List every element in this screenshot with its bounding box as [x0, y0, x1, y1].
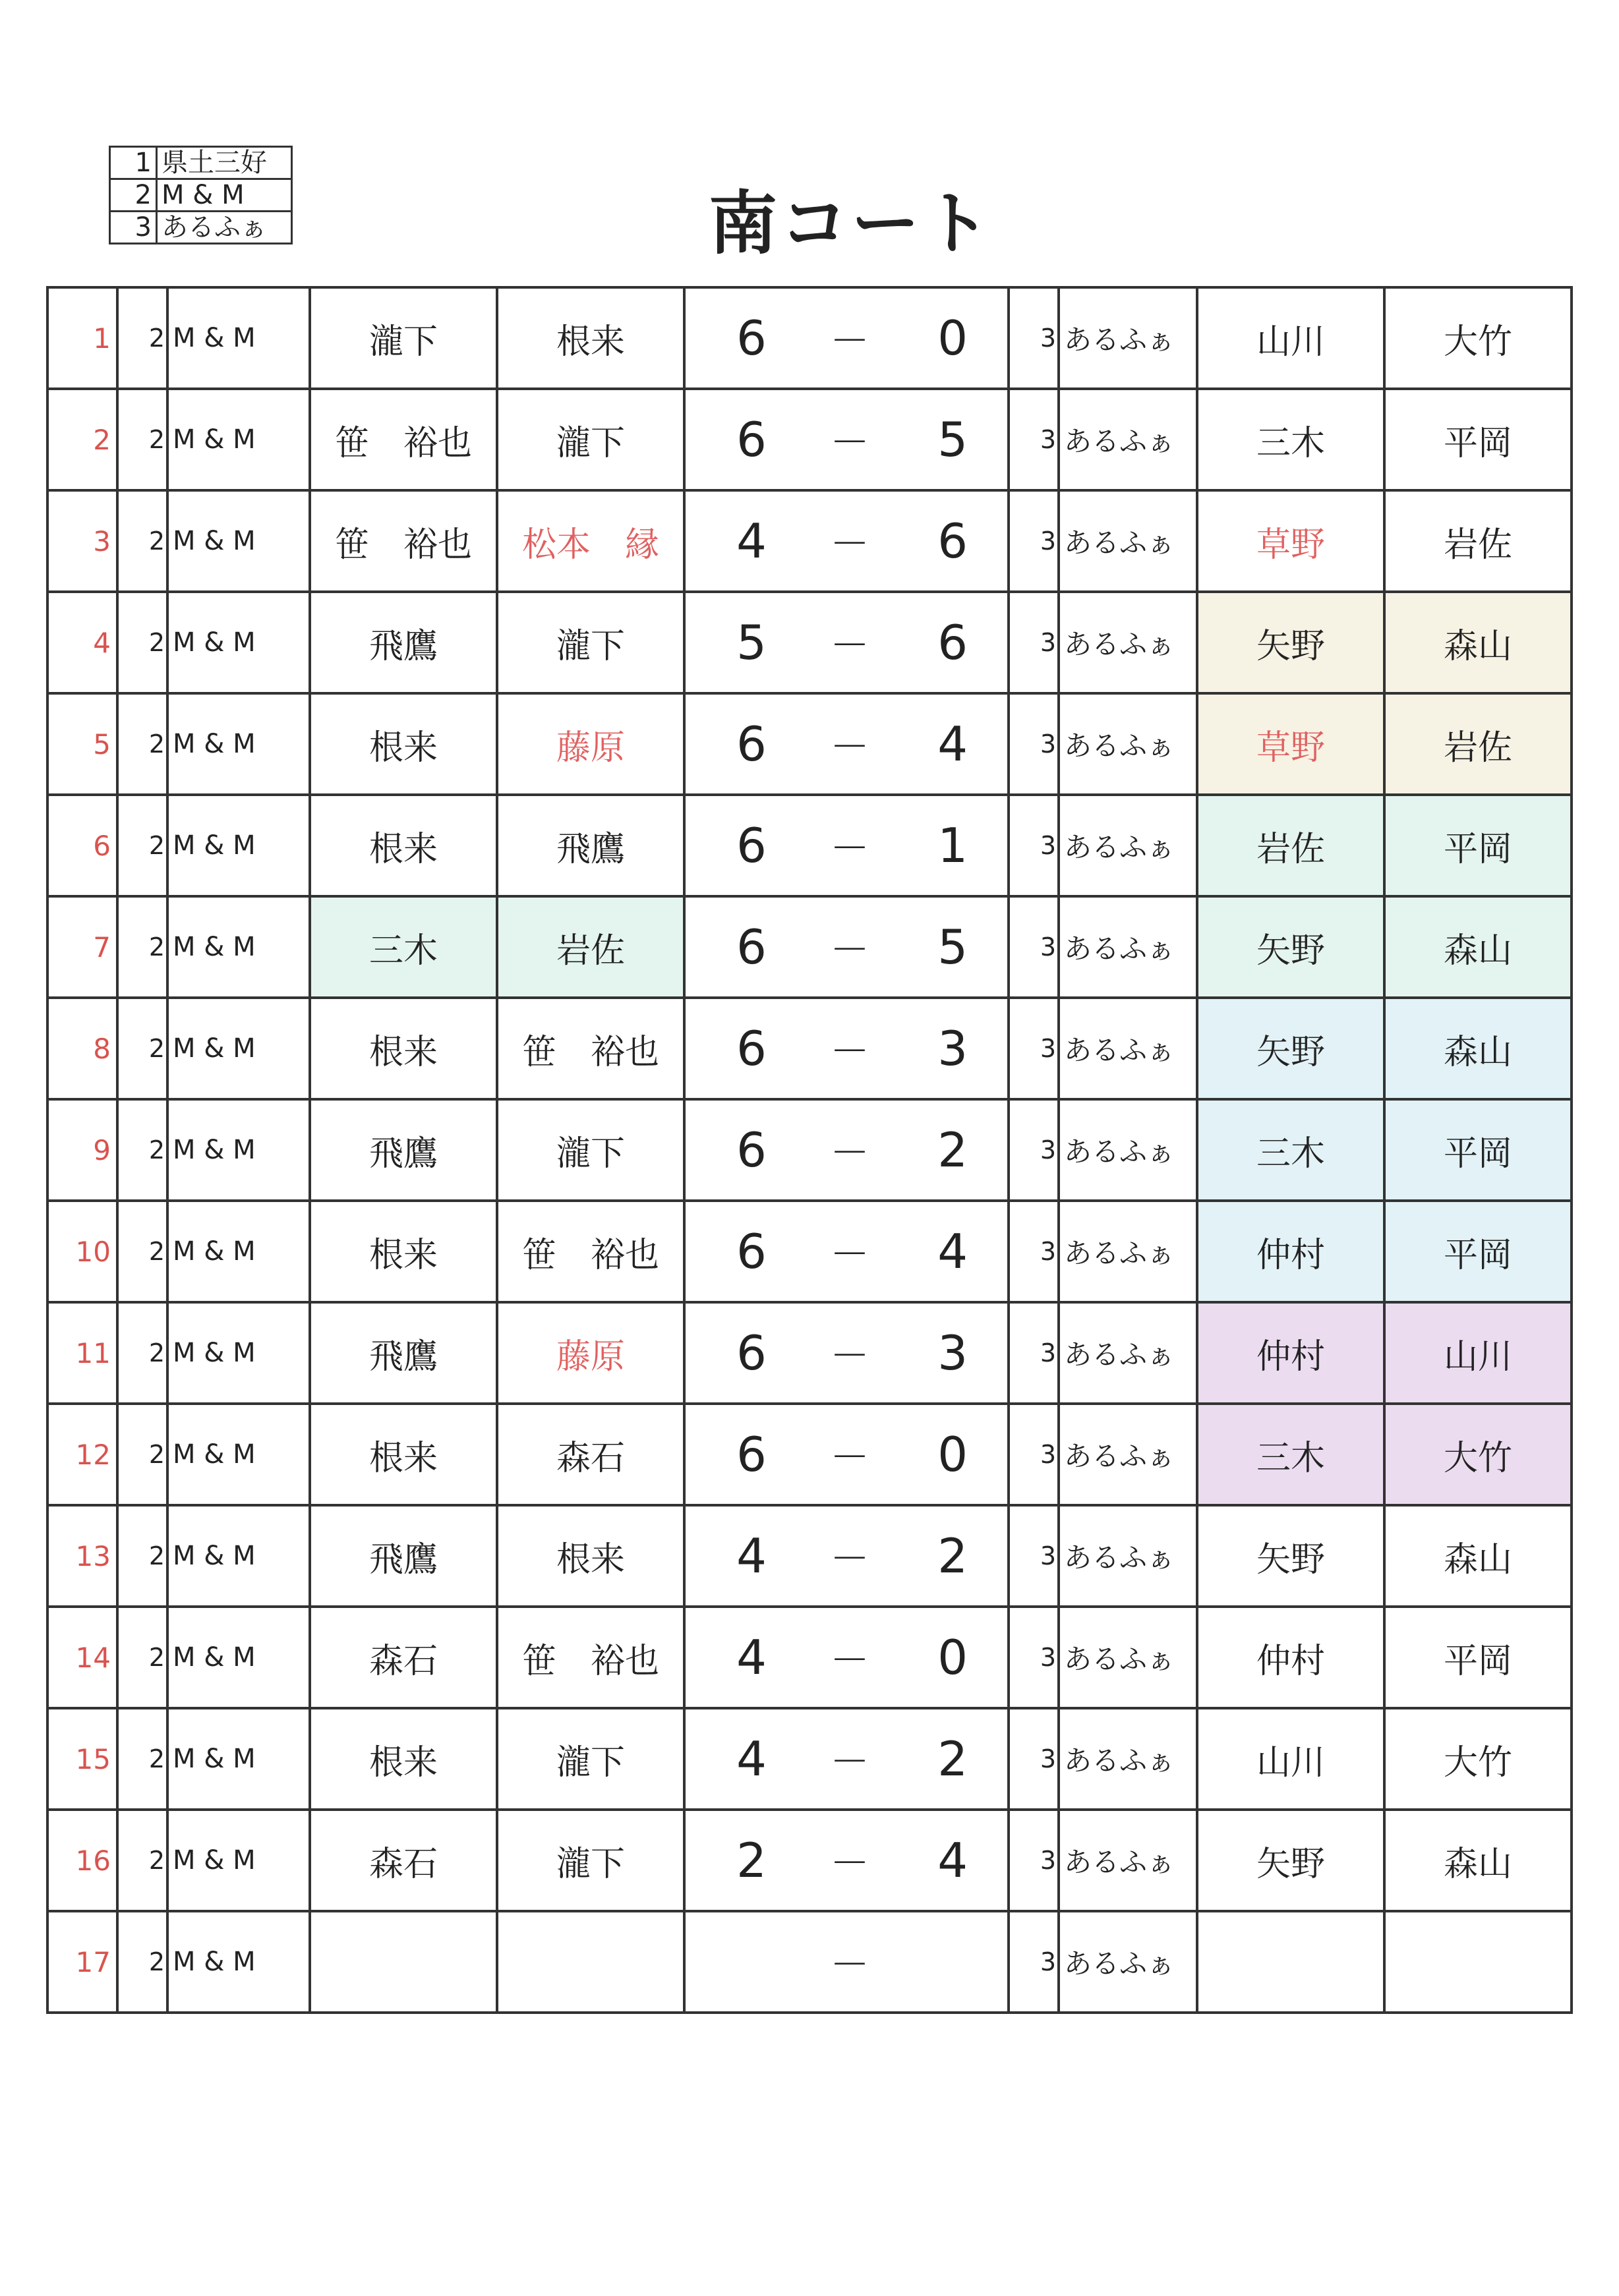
right-team-name: あるふぁ [1059, 1404, 1197, 1505]
score [686, 310, 1007, 366]
score-cell [684, 592, 1009, 693]
right-player-2: 山川 [1384, 1302, 1572, 1404]
left-team-name: M & M [167, 1302, 310, 1404]
right-team-name: あるふぁ [1059, 1810, 1197, 1911]
legend-num: 3 [110, 212, 157, 244]
score-dash: － [830, 1739, 869, 1785]
left-team-number: 2 [117, 1201, 167, 1302]
left-player-1: 根来 [310, 1708, 497, 1810]
right-team-number: 3 [1009, 287, 1059, 389]
score [686, 1832, 1007, 1889]
match-number: 12 [47, 1404, 117, 1505]
right-player-2: 平岡 [1384, 1201, 1572, 1302]
right-team-number: 3 [1009, 389, 1059, 490]
left-player-1: 根来 [310, 1404, 497, 1505]
right-team-number: 3 [1009, 1708, 1059, 1810]
score [686, 1426, 1007, 1483]
match-row [47, 998, 1572, 1099]
right-player-2: 平岡 [1384, 795, 1572, 896]
right-player-2: 森山 [1384, 896, 1572, 998]
score [686, 1223, 1007, 1280]
right-player-2: 平岡 [1384, 1607, 1572, 1708]
left-player-2 [497, 1911, 684, 2013]
score [686, 513, 1007, 569]
match-number: 8 [47, 998, 117, 1099]
right-team-number: 3 [1009, 490, 1059, 592]
score [686, 1122, 1007, 1178]
right-player-2: 森山 [1384, 1810, 1572, 1911]
left-team-number: 2 [117, 1607, 167, 1708]
left-player-2: 笹 裕也 [497, 1201, 684, 1302]
match-row [47, 1505, 1572, 1607]
match-number: 16 [47, 1810, 117, 1911]
left-team-number: 2 [117, 1810, 167, 1911]
right-player-1: 岩佐 [1197, 795, 1384, 896]
legend-num: 1 [110, 147, 157, 179]
match-row [47, 1404, 1572, 1505]
left-player-1: 森石 [310, 1607, 497, 1708]
score-cell [684, 795, 1009, 896]
left-player-2: 藤原 [497, 1302, 684, 1404]
right-player-2: 岩佐 [1384, 490, 1572, 592]
left-team-number: 2 [117, 287, 167, 389]
score-cell [684, 896, 1009, 998]
score-cell [684, 389, 1009, 490]
score-left: 6 [736, 1427, 767, 1482]
right-team-name: あるふぁ [1059, 795, 1197, 896]
match-number: 15 [47, 1708, 117, 1810]
score-right: 2 [937, 1528, 968, 1584]
score-cell [684, 490, 1009, 592]
score-cell [684, 693, 1009, 795]
left-team-name: M & M [167, 1708, 310, 1810]
right-team-number: 3 [1009, 1201, 1059, 1302]
score-left: 4 [736, 1630, 767, 1685]
score-left: 6 [736, 919, 767, 975]
left-team-name: M & M [167, 592, 310, 693]
left-player-1: 根来 [310, 998, 497, 1099]
left-team-number: 2 [117, 1302, 167, 1404]
match-number: 6 [47, 795, 117, 896]
right-team-name: あるふぁ [1059, 1911, 1197, 2013]
score-right: 3 [937, 1325, 968, 1381]
left-team-number: 2 [117, 1099, 167, 1201]
right-player-1: 仲村 [1197, 1302, 1384, 1404]
left-team-number: 2 [117, 389, 167, 490]
right-team-name: あるふぁ [1059, 1505, 1197, 1607]
left-team-name: M & M [167, 896, 310, 998]
right-player-2: 岩佐 [1384, 693, 1572, 795]
right-team-name: あるふぁ [1059, 1607, 1197, 1708]
right-team-name: あるふぁ [1059, 490, 1197, 592]
right-team-number: 3 [1009, 1607, 1059, 1708]
score-cell [684, 287, 1009, 389]
right-team-name: あるふぁ [1059, 389, 1197, 490]
right-team-number: 3 [1009, 1099, 1059, 1201]
right-player-1 [1197, 1911, 1384, 2013]
match-number: 9 [47, 1099, 117, 1201]
score-left: 4 [736, 513, 767, 569]
score-cell [684, 1404, 1009, 1505]
score-cell [684, 1201, 1009, 1302]
left-player-2: 藤原 [497, 693, 684, 795]
right-player-1: 三木 [1197, 1099, 1384, 1201]
score [686, 716, 1007, 772]
right-team-name: あるふぁ [1059, 693, 1197, 795]
right-player-1: 三木 [1197, 389, 1384, 490]
score-cell [684, 1607, 1009, 1708]
match-row [47, 1302, 1572, 1404]
right-player-1: 矢野 [1197, 592, 1384, 693]
right-team-name: あるふぁ [1059, 1302, 1197, 1404]
score-right: 5 [937, 412, 968, 467]
right-player-2: 森山 [1384, 592, 1572, 693]
score-dash: － [830, 1435, 869, 1481]
right-player-2: 大竹 [1384, 1708, 1572, 1810]
left-team-name: M & M [167, 1911, 310, 2013]
right-player-1: 草野 [1197, 490, 1384, 592]
score [686, 411, 1007, 468]
right-player-2: 平岡 [1384, 389, 1572, 490]
legend-num: 2 [110, 179, 157, 212]
right-team-number: 3 [1009, 998, 1059, 1099]
score-left: 5 [736, 615, 767, 670]
score-right: 4 [937, 716, 968, 772]
right-player-1: 矢野 [1197, 896, 1384, 998]
match-row [47, 1810, 1572, 1911]
left-player-1: 飛鷹 [310, 1505, 497, 1607]
match-row [47, 592, 1572, 693]
match-number: 1 [47, 287, 117, 389]
score-right: 5 [937, 919, 968, 975]
score-cell [684, 1505, 1009, 1607]
left-player-1: 飛鷹 [310, 1099, 497, 1201]
match-number: 7 [47, 896, 117, 998]
left-team-name: M & M [167, 1404, 310, 1505]
match-row [47, 389, 1572, 490]
right-team-number: 3 [1009, 795, 1059, 896]
match-row [47, 795, 1572, 896]
score-dash: － [830, 1536, 869, 1582]
score-left: 6 [736, 1021, 767, 1076]
legend-team-name: あるふぁ [157, 212, 292, 244]
score [686, 1020, 1007, 1077]
left-player-2: 笹 裕也 [497, 1607, 684, 1708]
left-team-number: 2 [117, 1404, 167, 1505]
left-player-1: 根来 [310, 795, 497, 896]
match-row [47, 1607, 1572, 1708]
match-row [47, 693, 1572, 795]
legend-team-name: M & M [157, 179, 292, 212]
left-team-name: M & M [167, 389, 310, 490]
left-team-name: M & M [167, 1607, 310, 1708]
match-row [47, 1201, 1572, 1302]
left-team-name: M & M [167, 998, 310, 1099]
left-player-2: 瀧下 [497, 1708, 684, 1810]
legend-row [110, 212, 292, 244]
left-player-2: 瀧下 [497, 389, 684, 490]
score [686, 919, 1007, 975]
score-cell [684, 1708, 1009, 1810]
score-dash: － [830, 724, 869, 770]
right-team-name: あるふぁ [1059, 998, 1197, 1099]
left-player-2: 根来 [497, 287, 684, 389]
left-team-number: 2 [117, 795, 167, 896]
right-player-2: 森山 [1384, 998, 1572, 1099]
right-team-number: 3 [1009, 1505, 1059, 1607]
score-left: 6 [736, 716, 767, 772]
left-player-1: 飛鷹 [310, 592, 497, 693]
left-player-2: 瀧下 [497, 592, 684, 693]
legend-row [110, 147, 292, 179]
left-team-name: M & M [167, 490, 310, 592]
match-number: 11 [47, 1302, 117, 1404]
left-player-2: 飛鷹 [497, 795, 684, 896]
score-right: 6 [937, 615, 968, 670]
right-player-1: 草野 [1197, 693, 1384, 795]
left-team-name: M & M [167, 693, 310, 795]
match-number: 14 [47, 1607, 117, 1708]
score-right: 0 [937, 310, 968, 366]
right-team-number: 3 [1009, 1302, 1059, 1404]
score-right: 2 [937, 1122, 968, 1178]
score-dash: － [830, 826, 869, 872]
right-player-1: 仲村 [1197, 1201, 1384, 1302]
left-player-2: 松本 縁 [497, 490, 684, 592]
score-cell [684, 1810, 1009, 1911]
right-player-1: 矢野 [1197, 1810, 1384, 1911]
score-right: 2 [937, 1731, 968, 1787]
left-player-1: 根来 [310, 1201, 497, 1302]
score-right: 0 [937, 1630, 968, 1685]
score-left: 6 [736, 1325, 767, 1381]
match-number: 3 [47, 490, 117, 592]
score-dash: － [830, 1841, 869, 1887]
score-left: 6 [736, 412, 767, 467]
right-player-1: 矢野 [1197, 1505, 1384, 1607]
left-player-1: 笹 裕也 [310, 389, 497, 490]
left-team-number: 2 [117, 1708, 167, 1810]
score-dash: － [830, 1942, 869, 1988]
score [686, 1325, 1007, 1381]
score-dash: － [830, 623, 869, 669]
match-table [46, 286, 1573, 2014]
match-number: 5 [47, 693, 117, 795]
right-player-2: 平岡 [1384, 1099, 1572, 1201]
right-team-name: あるふぁ [1059, 1708, 1197, 1810]
left-player-1: 三木 [310, 896, 497, 998]
right-team-name: あるふぁ [1059, 1099, 1197, 1201]
score-dash: － [830, 521, 869, 567]
score-cell [684, 1302, 1009, 1404]
score-right: 4 [937, 1833, 968, 1888]
left-player-1: 根来 [310, 693, 497, 795]
score [686, 1934, 1007, 1990]
right-player-2 [1384, 1911, 1572, 2013]
left-team-name: M & M [167, 1505, 310, 1607]
legend-row [110, 179, 292, 212]
score-left: 6 [736, 1224, 767, 1279]
score-left: 4 [736, 1731, 767, 1787]
left-player-2: 森石 [497, 1404, 684, 1505]
left-player-2: 瀧下 [497, 1099, 684, 1201]
score-dash: － [830, 1232, 869, 1278]
score-cell [684, 1911, 1009, 2013]
right-player-1: 山川 [1197, 287, 1384, 389]
left-team-name: M & M [167, 1810, 310, 1911]
score-left: 6 [736, 310, 767, 366]
score-dash: － [830, 927, 869, 973]
score-right: 4 [937, 1224, 968, 1279]
right-team-number: 3 [1009, 693, 1059, 795]
match-row [47, 1099, 1572, 1201]
score-right: 0 [937, 1427, 968, 1482]
score [686, 817, 1007, 874]
match-number: 4 [47, 592, 117, 693]
team-legend [109, 146, 293, 244]
score [686, 1731, 1007, 1787]
right-team-number: 3 [1009, 592, 1059, 693]
match-number: 13 [47, 1505, 117, 1607]
score-left: 2 [736, 1833, 767, 1888]
left-team-name: M & M [167, 287, 310, 389]
score-left: 4 [736, 1528, 767, 1584]
match-number: 2 [47, 389, 117, 490]
left-player-1: 森石 [310, 1810, 497, 1911]
score-cell [684, 998, 1009, 1099]
right-player-1: 三木 [1197, 1404, 1384, 1505]
score [686, 614, 1007, 671]
score-right: 1 [937, 818, 968, 873]
left-team-name: M & M [167, 795, 310, 896]
score-dash: － [830, 1130, 869, 1176]
legend-team-name: 県土三好 [157, 147, 292, 179]
score-dash: － [830, 318, 869, 364]
left-team-number: 2 [117, 896, 167, 998]
score-left: 6 [736, 1122, 767, 1178]
right-team-number: 3 [1009, 1404, 1059, 1505]
page-title: 南コート [709, 183, 994, 264]
score [686, 1629, 1007, 1686]
left-player-2: 瀧下 [497, 1810, 684, 1911]
score-left: 6 [736, 818, 767, 873]
score-dash: － [830, 420, 869, 466]
left-team-number: 2 [117, 998, 167, 1099]
left-team-number: 2 [117, 1911, 167, 2013]
right-team-name: あるふぁ [1059, 896, 1197, 998]
right-team-name: あるふぁ [1059, 1201, 1197, 1302]
score-dash: － [830, 1333, 869, 1379]
match-row [47, 896, 1572, 998]
left-team-number: 2 [117, 1505, 167, 1607]
right-team-number: 3 [1009, 896, 1059, 998]
right-team-number: 3 [1009, 1911, 1059, 2013]
left-player-2: 根来 [497, 1505, 684, 1607]
score [686, 1528, 1007, 1584]
match-row [47, 490, 1572, 592]
left-player-1: 笹 裕也 [310, 490, 497, 592]
right-player-1: 仲村 [1197, 1607, 1384, 1708]
right-team-number: 3 [1009, 1810, 1059, 1911]
left-team-number: 2 [117, 592, 167, 693]
score-right: 6 [937, 513, 968, 569]
left-team-number: 2 [117, 693, 167, 795]
score-dash: － [830, 1638, 869, 1684]
match-row [47, 1708, 1572, 1810]
right-team-name: あるふぁ [1059, 287, 1197, 389]
left-player-1 [310, 1911, 497, 2013]
left-player-2: 笹 裕也 [497, 998, 684, 1099]
left-team-name: M & M [167, 1201, 310, 1302]
right-team-name: あるふぁ [1059, 592, 1197, 693]
match-row [47, 287, 1572, 389]
right-player-2: 森山 [1384, 1505, 1572, 1607]
left-player-1: 瀧下 [310, 287, 497, 389]
score-right: 3 [937, 1021, 968, 1076]
score-dash: － [830, 1029, 869, 1075]
right-player-1: 矢野 [1197, 998, 1384, 1099]
match-number: 10 [47, 1201, 117, 1302]
left-player-2: 岩佐 [497, 896, 684, 998]
score-cell [684, 1099, 1009, 1201]
left-team-name: M & M [167, 1099, 310, 1201]
left-team-number: 2 [117, 490, 167, 592]
right-player-2: 大竹 [1384, 1404, 1572, 1505]
right-player-2: 大竹 [1384, 287, 1572, 389]
match-number: 17 [47, 1911, 117, 2013]
left-player-1: 飛鷹 [310, 1302, 497, 1404]
right-player-1: 山川 [1197, 1708, 1384, 1810]
match-row [47, 1911, 1572, 2013]
